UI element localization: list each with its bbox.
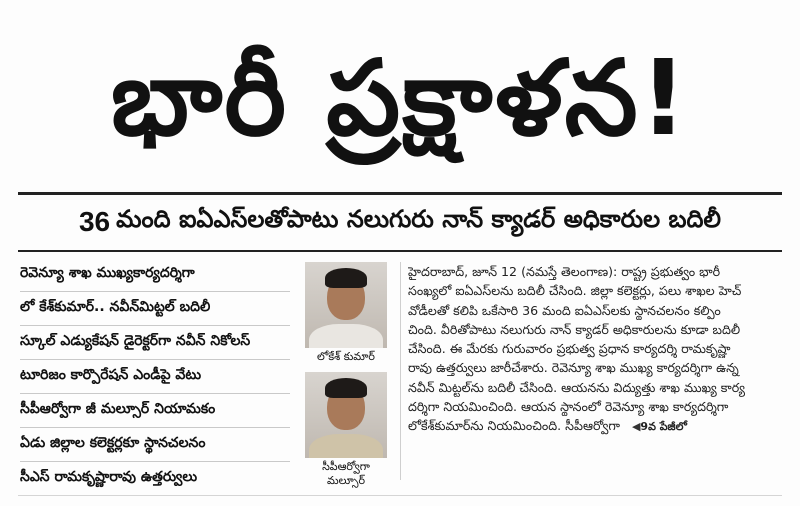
continued-on-page	[632, 417, 687, 436]
portrait-shirt	[309, 434, 383, 458]
headline: భారీ ప్రక్షాళన!	[110, 37, 690, 159]
portrait-malsur	[305, 372, 387, 458]
portrait-lokesh-kumar	[305, 262, 387, 348]
highlight-item: లో కేశ్‌కుమార్.. నవీన్‌మిట్టల్ బదిలీ	[20, 292, 290, 326]
photo-caption-line: మల్సూర్	[327, 474, 365, 487]
photo-column	[298, 262, 394, 496]
continue-arrow-icon: ◀	[631, 420, 641, 434]
highlight-item: స్కూల్ ఎడ్యుకేషన్ డైరెక్టర్‌గా నవీన్ నికోలస్	[20, 326, 290, 360]
article-line: దర్శిగా నియమించింది. ఆయన స్థానంలో రెవెన్యూ శాఖ కార్యదర్శిగా	[408, 399, 729, 415]
article-line: నవీన్ మిట్టల్‌ను బదిలీ చేసింది. ఆయనను విద్యుత్తు శాఖ ముఖ్య కార్య	[408, 379, 745, 395]
article-line: చింది. వీరితోపాటు నలుగురు నాన్ క్యాడర్ అధికారులను కూడా బదిలీ	[408, 321, 741, 337]
article-line: వోడీలతో కలిపి ఒకేసారి 36 మంది ఐఏఎస్‌లకు స్థానచలనం కల్పిం	[408, 302, 721, 318]
photo-caption	[298, 350, 394, 364]
portrait-hair	[325, 378, 367, 398]
article-line: సంఖ్యలో ఐఏఎస్‌లను బదిలీ చేసింది. జిల్లా కలెక్టర్లు, పలు శాఖల హెచ్	[408, 283, 742, 299]
photo-caption-line: లోకేశ్ కుమార్	[317, 350, 375, 363]
highlights-list	[20, 258, 290, 495]
continued-label: 9వ పేజీలో	[640, 420, 687, 434]
column-divider	[400, 262, 401, 480]
highlight-item: సీపీఆర్వోగా జీ మల్సూర్ నియామకం	[20, 394, 290, 428]
subheadline-divider	[18, 250, 782, 252]
portrait-hair	[325, 268, 367, 288]
portrait-shirt	[309, 324, 383, 348]
article-line: చేసింది. ఈ మేరకు గురువారం ప్రభుత్వ ప్రధాన కార్యదర్శి రామకృష్ణా	[408, 341, 731, 357]
article-line: హైదరాబాద్, జూన్ 12 (నమస్తే తెలంగాణ): రాష్ట్ర ప్రభుత్వం భారీ	[408, 264, 721, 279]
article-body	[408, 262, 782, 437]
subheadline-text: మంది ఐఏఎస్‌లతోపాటు నలుగురు నాన్ క్యాడర్ అధికారుల బదిలీ	[116, 205, 722, 233]
headline-divider	[18, 192, 782, 195]
article-last-line	[408, 416, 782, 436]
photo-caption-line: సీపీఆర్వోగా	[322, 460, 370, 473]
bottom-divider	[18, 495, 782, 496]
article-line: రావు ఉత్తర్వులు జారీచేశారు. రెవెన్యూ శాఖ ముఖ్య కార్యదర్శిగా ఉన్న	[408, 360, 739, 376]
highlight-item: ఏడు జిల్లాల కలెక్టర్లకూ స్థానచలనం	[20, 428, 290, 462]
highlight-item: రెవెన్యూ శాఖ ముఖ్యకార్యదర్శిగా	[20, 258, 290, 292]
subheadline-number: 36	[78, 206, 111, 237]
highlight-item: సీఎస్ రామకృష్ణారావు ఉత్తర్వులు	[20, 469, 198, 485]
photo-caption	[298, 460, 394, 488]
article-line: లోకేశ్‌కుమార్‌ను నియమించింది. సీపీఆర్వోగా	[408, 418, 620, 434]
highlight-item: టూరిజం కార్పొరేషన్ ఎండీపై వేటు	[20, 360, 290, 394]
subheadline	[18, 200, 782, 244]
